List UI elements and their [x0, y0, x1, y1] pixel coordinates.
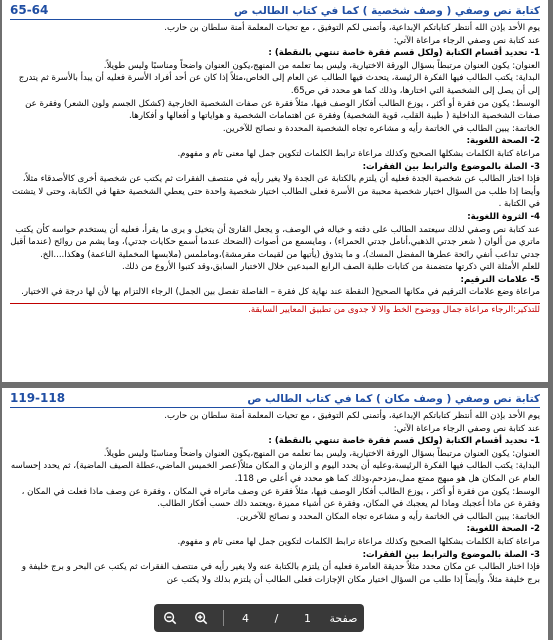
- page-1-paragraph-vocabulary: عند كتابة نص وصفي لذلك سيعتمد الطالب على دقته و خياله في الوصف، و يجعل القارئ أن يتخيل و يرى ما يقرأ، فعليه أن يستخدم حواسه كأن يكتب ماتري من ألوان ( شعر جدتي الذهبي،أنامل جدتي الحمراء) ، ومايسمع من أصوات (الضحك عندما أسمع حكايات جدتي)، وما يشم من روائح (عندما أقبل جدتي تداعب أنفي رائحة عطرها المفضل المسك)، و ما يتذوق (يأتيها من لقيمات مقرمشة)،وماملمس (ملابسها المخملية الناعمة) وهكذا....الخ.: [10, 224, 540, 260]
- page-2-greeting: يوم الأحد بإذن الله أنتظر كتاباتكم الإبداعية، وأتمنى لكم التوفيق ، مع تحيات المعلمة أمنة سلطان بن حارب.: [164, 411, 540, 421]
- page-2-paragraph-middle: الوسط: يكون من فقرة أو أكثر ، يوزع الطالب أفكار الوصف فيها، مثلاً فقرة عن وصف ماتراه في المكان ، وفقرة عن وصف ماذا فعلت في المكان ، وفقرة عن ماذا أعجبك وماذا لم يعجبك في المكان، وفقرة عن أشياء مميزة ،ويعتمد ذلك حسب أفكار الطالب.: [21, 486, 540, 510]
- page-2-content: [2, 388, 548, 586]
- document-page-2: [2, 388, 548, 640]
- page-separator: /: [274, 611, 279, 625]
- page-1-paragraph-middle: الوسط: يكون من فقرة أو أكثر ، يوزع الطالب أفكار الوصف فيها، مثلاً فقرة عن صفات الشخصية الخارجية (كشكل الجسم ولون الشعر) وفقرة عن صفات الشخصية الداخلية ( طيبة القلب، قوية الشخصية) وفقرة عن اهتمامات الشخصية و هواياتها و أفعالها و أفكارها.: [25, 98, 540, 122]
- zoom-out-button[interactable]: [161, 611, 179, 625]
- page-1-heading-2: 2- الصحة اللغوية:: [466, 136, 540, 147]
- page-1-page-ref: 65-64: [10, 3, 49, 17]
- page-1-heading-3: 3- الصلة بالموضوع والترابط بين الفقرات:: [362, 161, 540, 172]
- page-1-paragraph-examples-note: للعلم الأمثلة التي ذكرتها متضمنة من كتابات طلبة الصف الرابع المبدعين خلال الاختبار السابق،وقد كتبوا الأروع من ذلك.: [121, 262, 540, 273]
- page-2-paragraph-language: مراعاة كتابة الكلمات بشكلها الصحيح وكذلك مراعاة ترابط الكلمات لتكوين جمل لها معنى تام و مفهوم.: [177, 536, 540, 547]
- page-1-paragraph-beginning: البداية: يكتب الطالب فيها الفكرة الرئيسة، يتحدث فيها الطالب عن العام إلى الخاص،مثلاً إذا كان عن أحد أفراد الأسرة فعليه أن يبدأ بالأسرة ثم يتدرج إلى أن يصل إلى الشخصية التي اختارها، وذلك كما هو محدد في ص65.: [18, 73, 540, 96]
- page-1-paragraph-coherence: فإذا اختار الطالب عن شخصية الجدة فعليه أن يلتزم بالكتابة عن الجدة ولا يغير رأيه في منتصف الفقرات ثم يكتب عن شخصية أخرى كالأصدقاء مثلاً، وأيضا إذا طلب من السؤال اختيار شخصية محببة من الأسرة فعلى الطالب اختيار شخصية واحدة حتى يعطي الشخصية حقها في الكتابة، وحتى لا يتشتت في الكتابة .: [12, 174, 540, 210]
- zoom-in-icon: [194, 611, 208, 625]
- page-1-reminder: للتذكير:الرجاء مراعاة جمال ووضوح الخط والا لا جدوى من تطبيق المعايير السابقة.: [248, 305, 540, 316]
- page-2-paragraph-beginning: البداية: يكتب الطالب فيها الفكرة الرئيسة،وعليه أن يحدد اليوم و الزمان و المكان مثلاً(عصر الخميس الماضي،عطلة الصيف الماضية)، ثم يحدد إحساسه العام عن المكان هل هو مبهج ممتع ممل،مزدحم،وذلك كما هو محدد في أعلى ص 118.: [10, 461, 540, 484]
- page-1-title-text: كتابة نص وصفي ( وصف شخصية ) كما في كتاب الطالب ص: [233, 5, 540, 17]
- page-1-paragraph-ending: الخاتمة: يبين الطالب في الخاتمة رأيه و مشاعره تجاه الشخصية المحددة و نصائح للآخرين.: [222, 123, 540, 134]
- page-1-greeting: يوم الأحد بإذن الله أنتظر كتاباتكم الإبداعية، وأتمنى لكم التوفيق ، مع تحيات المعلمة أمنة سلطان بن حارب.: [164, 23, 540, 33]
- page-1-paragraph-language: مراعاة كتابة الكلمات بشكلها الصحيح وكذلك مراعاة ترابط الكلمات لتكوين جمل لها معنى تام و مفهوم.: [177, 148, 540, 159]
- page-label: صفحة: [329, 611, 358, 625]
- page-1-paragraph-punctuation: مراعاة وضع علامات الترقيم في مكانها الصحيح( النقطة عند نهاية كل فقرة – الفاصلة تفصل بين الجمل) الرجاء الالتزام بها لأن لها درجة في الاختيار.: [21, 287, 540, 298]
- page-2-page-ref: 119-118: [10, 391, 66, 405]
- document-page-1: [2, 0, 548, 382]
- total-pages: 4: [242, 611, 249, 625]
- zoom-in-button[interactable]: [192, 611, 210, 625]
- page-1-intro: عند كتابة نص وصفي الرجاء مراعاة الآتي:: [393, 35, 540, 46]
- page-1-heading-1: 1- تحديد أقسام الكتابة (ولكل قسم فقرة خاصة تنتهي بالنقطة) :: [268, 48, 540, 59]
- page-1-heading-5: 5- علامات الترقيم:: [460, 274, 540, 285]
- page-2-title: [10, 391, 540, 408]
- page-2-paragraph-coherence: فإذا اختار الطالب عن مكان محدد مثلاً حديقة العامرة فعليه أن يلتزم بالكتابة عنه ولا يغير رأيه في منتصف الفقرات ثم يكتب عن البحر و برج خليفة و برج خليفة مثلاً، وأيضاً إذا طلب من السؤال اختيار مكان الإجازات فعلى الطالب أن يلتزم بذلك ولا يكتب عن: [21, 562, 540, 585]
- page-2-heading-1: 1- تحديد أقسام الكتابة (ولكل قسم فقرة خاصة تنتهي بالنقطة) :: [268, 436, 540, 447]
- page-2-paragraph-ending: الخاتمة: يبين الطالب في الخاتمة رأيه و مشاعره تجاه المكان المحدد و نصائح للآخرين.: [236, 511, 540, 522]
- toolbar-separator: [223, 610, 224, 626]
- page-1-heading-4: 4- الثروة اللغوية:: [467, 211, 540, 222]
- page-1-paragraph-title: العنوان: يكون العنوان مرتبطاً بسؤال الورقة الاختيارية، وليس بما تعلمه من المنهج،يكون العنوان واضحاً ومناسبًا وليس طويلاً.: [103, 60, 540, 71]
- page-1-content: [2, 0, 548, 317]
- page-1-title: [10, 3, 540, 20]
- page-2-intro: عند كتابة نص وصفي الرجاء مراعاة الآتي:: [393, 423, 540, 434]
- pdf-viewer-toolbar: [154, 604, 364, 632]
- page-2-paragraph-title: العنوان: يكون العنوان مرتبطاً بسؤال الورقة الاختيارية، وليس بما تعلمه من المنهج،يكون العنوان واضحاً ومناسبًا وليس طويلاً.: [103, 448, 540, 459]
- zoom-out-icon: [163, 611, 177, 625]
- page-2-heading-2: 2- الصحة اللغوية:: [466, 524, 540, 535]
- page-2-title-text: كتابة نص وصفي ( وصف مكان ) كما في كتاب الطالب ص: [247, 393, 540, 405]
- current-page[interactable]: 1: [304, 611, 311, 625]
- page-2-heading-3: 3- الصلة بالموضوع والترابط بين الفقرات:: [362, 549, 540, 560]
